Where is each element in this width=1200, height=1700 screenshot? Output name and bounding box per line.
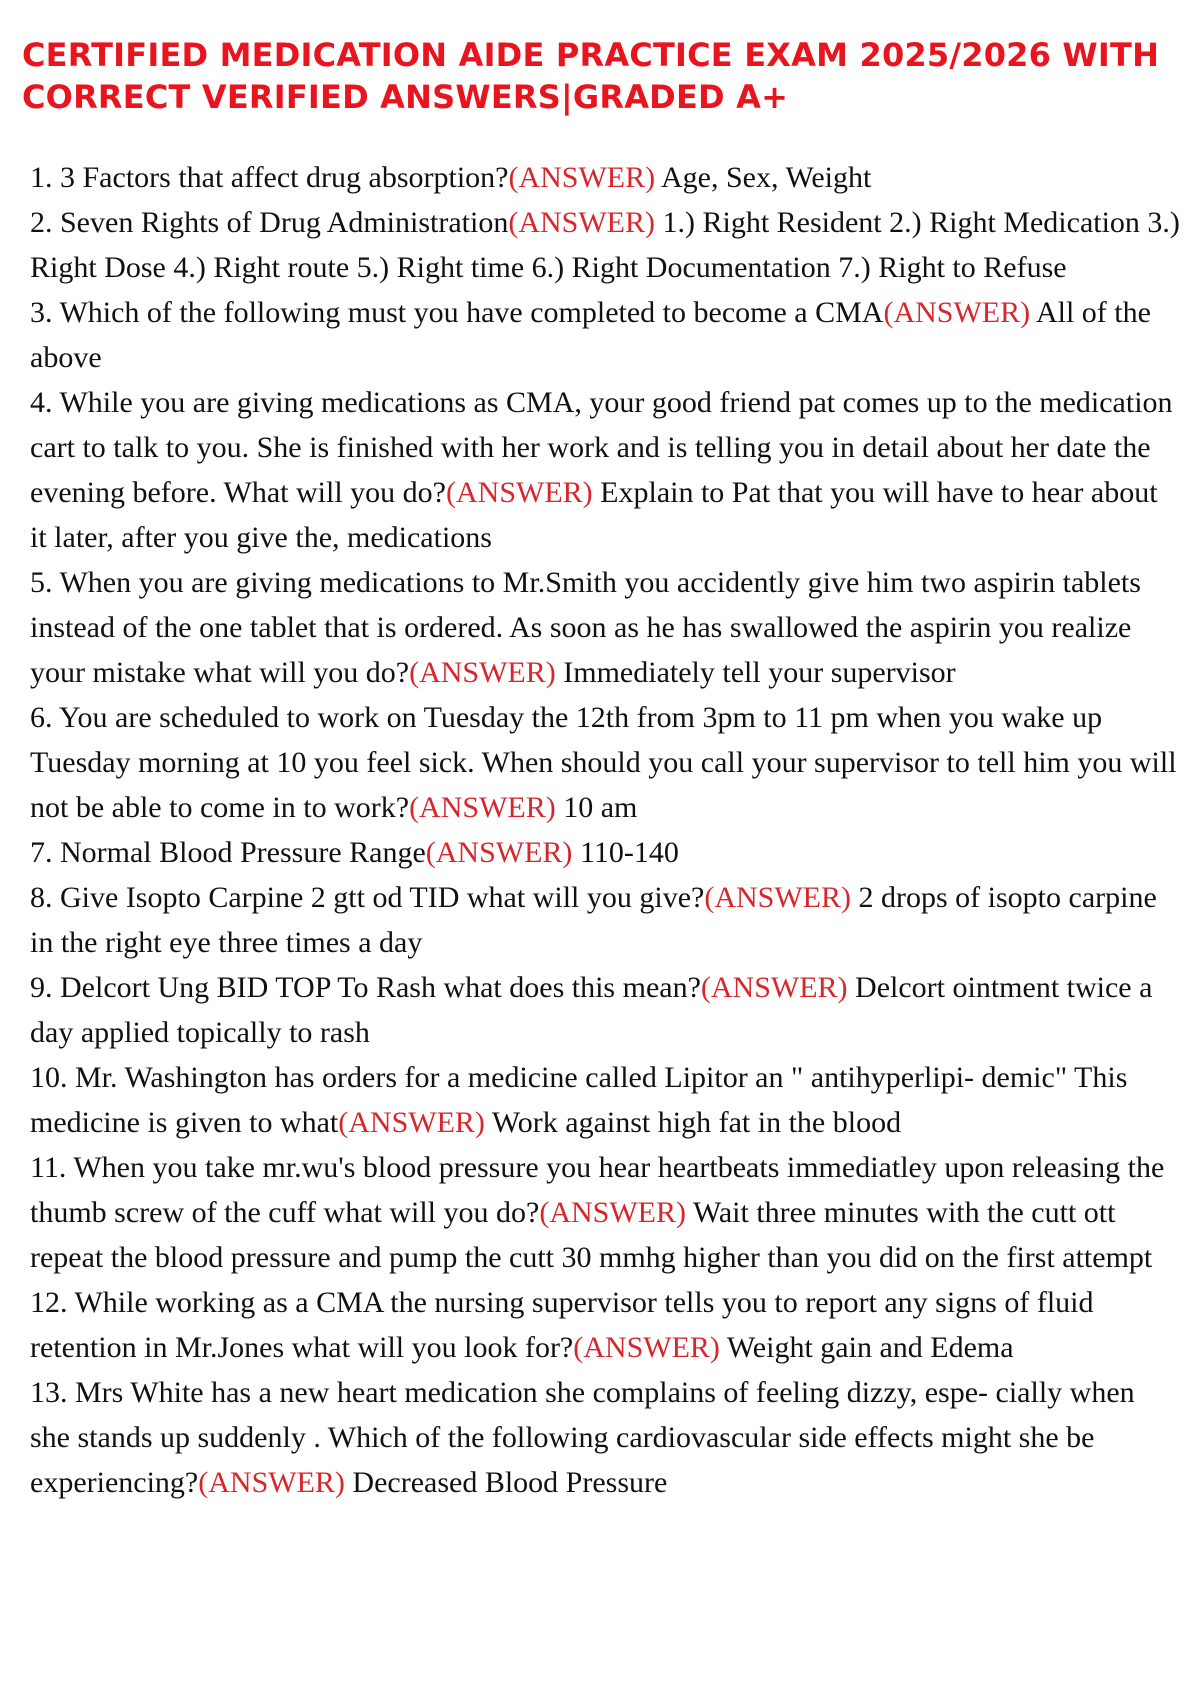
question-item	[30, 965, 1180, 1055]
question-item	[30, 875, 1180, 965]
answer-text: Weight gain and Edema	[726, 1331, 1014, 1364]
answer-text: Age, Sex, Weight	[661, 161, 872, 194]
question-item	[30, 560, 1180, 695]
question-text: Delcort Ung BID TOP To Rash what does this mean?	[60, 971, 701, 1004]
question-number: 13.	[30, 1376, 68, 1409]
answer-tag: (ANSWER)	[409, 656, 556, 689]
answer-text: All of the above	[30, 296, 1151, 374]
question-number: 10.	[30, 1061, 68, 1094]
question-text: When you take mr.wu's blood pressure you hear heartbeats immediatley upon releasing the thumb screw of the cuff what will you do?	[30, 1151, 1165, 1229]
answer-text: 110-140	[579, 836, 679, 869]
question-number: 12.	[30, 1286, 68, 1319]
answer-text: Explain to Pat that you will have to hear about it later, after you give the, medications	[30, 476, 1158, 554]
question-text: 3 Factors that affect drug absorption?	[60, 161, 509, 194]
question-text: You are scheduled to work on Tuesday the 12th from 3pm to 11 pm when you wake up Tuesday morning at 10 you feel sick. When should you call your supervisor to tell him you will not be able to come in to work?	[30, 701, 1177, 824]
question-number: 8.	[30, 881, 53, 914]
question-item	[30, 1055, 1180, 1145]
answer-tag: (ANSWER)	[573, 1331, 720, 1364]
question-number: 3.	[30, 296, 53, 329]
question-number: 5.	[30, 566, 53, 599]
answer-tag: (ANSWER)	[700, 971, 848, 1004]
question-item	[30, 1280, 1180, 1370]
answer-text: Delcort ointment twice a day applied topically to rash	[30, 971, 1153, 1049]
answer-tag: (ANSWER)	[508, 161, 656, 194]
question-number: 7.	[30, 836, 53, 869]
answer-tag: (ANSWER)	[409, 791, 556, 824]
question-item	[30, 1145, 1180, 1280]
question-number: 9.	[30, 971, 53, 1004]
answer-text: 2 drops of isopto carpine in the right eye three times a day	[30, 881, 1157, 959]
answer-tag: (ANSWER)	[508, 206, 655, 239]
question-text: Seven Rights of Drug Administration	[60, 206, 509, 239]
question-number: 1.	[30, 161, 53, 194]
answer-text: Immediately tell your supervisor	[563, 656, 956, 689]
question-text: Normal Blood Pressure Range	[60, 836, 426, 869]
question-text: Mrs White has a new heart medication she complains of feeling dizzy, espe- cially when she stands up suddenly . Which of the following cardiovascular side effects might she be experiencing?	[30, 1376, 1135, 1499]
document-title: CERTIFIED MEDICATION AIDE PRACTICE EXAM 2025/2026 WITH CORRECT VERIFIED ANSWERS|GRADED A+	[22, 36, 1160, 116]
answer-tag: (ANSWER)	[704, 881, 851, 914]
question-text: Mr. Washington has orders for a medicine called Lipitor an " antihyperlipi- demic" This medicine is given to what	[30, 1061, 1128, 1139]
answer-tag: (ANSWER)	[883, 296, 1031, 329]
answer-tag: (ANSWER)	[198, 1466, 345, 1499]
question-item	[30, 695, 1180, 830]
question-text: Which of the following must you have completed to become a CMA	[59, 296, 884, 329]
question-item	[30, 200, 1180, 290]
question-number: 6.	[30, 701, 53, 734]
answer-tag: (ANSWER)	[446, 476, 593, 509]
answer-text: Wait three minutes with the cutt ott repeat the blood pressure and pump the cutt 30 mmhg higher than you did on the first attempt	[30, 1196, 1153, 1274]
answer-text: 10 am	[563, 791, 638, 824]
question-item	[30, 155, 1180, 200]
question-number: 2.	[30, 206, 53, 239]
question-list	[30, 155, 1180, 1505]
question-number: 11.	[30, 1151, 67, 1184]
question-item	[30, 1370, 1180, 1505]
answer-tag: (ANSWER)	[539, 1196, 686, 1229]
question-item	[30, 830, 1180, 875]
answer-text: 1.) Right Resident 2.) Right Medication 3.) Right Dose 4.) Right route 5.) Right time 6.) Right Documentation 7.) Right to Refuse	[30, 206, 1180, 284]
answer-tag: (ANSWER)	[338, 1106, 485, 1139]
question-text: When you are giving medications to Mr.Smith you accidently give him two aspirin tablets instead of the one tablet that is ordered. As soon as he has swallowed the aspirin you realize your mistake what will you do?	[30, 566, 1141, 689]
question-text: While you are giving medications as CMA, your good friend pat comes up to the medication cart to talk to you. She is finished with her work and is telling you in detail about her date the evening before. What will you do?	[30, 386, 1173, 509]
question-item	[30, 380, 1180, 560]
answer-text: Decreased Blood Pressure	[352, 1466, 668, 1499]
answer-text: Work against high fat in the blood	[491, 1106, 902, 1139]
question-text: While working as a CMA the nursing supervisor tells you to report any signs of fluid retention in Mr.Jones what will you look for?	[30, 1286, 1094, 1364]
question-number: 4.	[30, 386, 53, 419]
question-item	[30, 290, 1180, 380]
answer-tag: (ANSWER)	[425, 836, 573, 869]
question-text: Give Isopto Carpine 2 gtt od TID what will you give?	[60, 881, 705, 914]
